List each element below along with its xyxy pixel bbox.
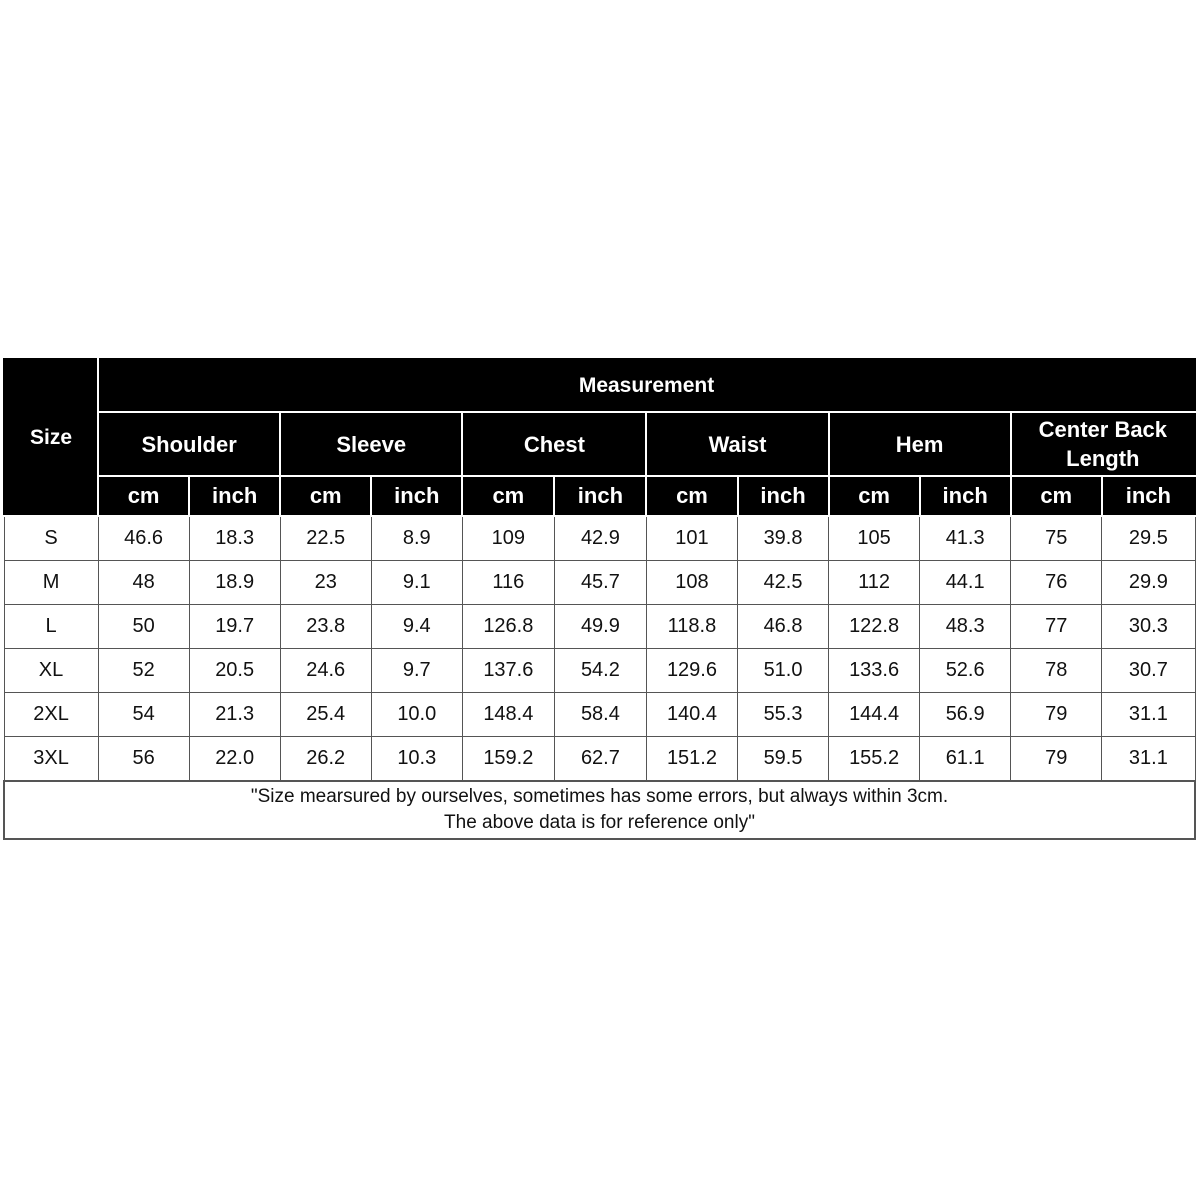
size-chart-table: [3, 358, 1196, 840]
unit-header-cm: cm: [280, 476, 371, 516]
value-cell: 9.7: [371, 649, 462, 693]
value-cell: 56.9: [920, 693, 1011, 737]
value-cell: 159.2: [462, 737, 554, 782]
value-cell: 18.9: [189, 561, 280, 605]
value-cell: 29.9: [1102, 561, 1195, 605]
category-header-center-back-line2: Length: [1066, 446, 1140, 471]
value-cell: 76: [1011, 561, 1102, 605]
value-cell: 39.8: [738, 516, 829, 561]
value-cell: 105: [829, 516, 920, 561]
value-cell: 52.6: [920, 649, 1011, 693]
value-cell: 19.7: [189, 605, 280, 649]
value-cell: 54: [98, 693, 189, 737]
value-cell: 48: [98, 561, 189, 605]
value-cell: 46.8: [738, 605, 829, 649]
value-cell: 25.4: [280, 693, 371, 737]
unit-header-cm: cm: [829, 476, 920, 516]
value-cell: 109: [462, 516, 554, 561]
value-cell: 151.2: [646, 737, 737, 782]
table-row: [4, 561, 1195, 605]
footnote-line2: The above data is for reference only": [444, 812, 755, 833]
size-cell: S: [4, 516, 98, 561]
value-cell: 129.6: [646, 649, 737, 693]
value-cell: 18.3: [189, 516, 280, 561]
footnote: [4, 781, 1195, 839]
value-cell: 101: [646, 516, 737, 561]
value-cell: 20.5: [189, 649, 280, 693]
value-cell: 49.9: [554, 605, 646, 649]
value-cell: 23: [280, 561, 371, 605]
size-cell: XL: [4, 649, 98, 693]
table-row: [4, 649, 1195, 693]
value-cell: 62.7: [554, 737, 646, 782]
value-cell: 29.5: [1102, 516, 1195, 561]
value-cell: 30.7: [1102, 649, 1195, 693]
table-row: [4, 516, 1195, 561]
value-cell: 10.0: [371, 693, 462, 737]
unit-header-cm: cm: [1011, 476, 1102, 516]
value-cell: 79: [1011, 693, 1102, 737]
value-cell: 126.8: [462, 605, 554, 649]
value-cell: 55.3: [738, 693, 829, 737]
unit-header-cm: cm: [462, 476, 554, 516]
category-header-waist: Waist: [646, 412, 828, 476]
value-cell: 122.8: [829, 605, 920, 649]
value-cell: 108: [646, 561, 737, 605]
value-cell: 144.4: [829, 693, 920, 737]
value-cell: 42.9: [554, 516, 646, 561]
size-cell: 3XL: [4, 737, 98, 782]
category-header-chest: Chest: [462, 412, 646, 476]
value-cell: 41.3: [920, 516, 1011, 561]
size-cell: L: [4, 605, 98, 649]
value-cell: 48.3: [920, 605, 1011, 649]
measurement-header: Measurement: [98, 359, 1195, 412]
value-cell: 31.1: [1102, 693, 1195, 737]
unit-header-inch: inch: [1102, 476, 1195, 516]
value-cell: 61.1: [920, 737, 1011, 782]
footnote-line1: "Size mearsured by ourselves, sometimes has some errors, but always within 3cm.: [250, 786, 949, 807]
value-cell: 137.6: [462, 649, 554, 693]
value-cell: 8.9: [371, 516, 462, 561]
unit-header-cm: cm: [98, 476, 189, 516]
value-cell: 42.5: [738, 561, 829, 605]
category-header-sleeve: Sleeve: [280, 412, 462, 476]
category-header-center-back-line1: Center Back: [1038, 417, 1168, 442]
value-cell: 31.1: [1102, 737, 1195, 782]
unit-header-inch: inch: [189, 476, 280, 516]
value-cell: 77: [1011, 605, 1102, 649]
table-row: [4, 605, 1195, 649]
unit-header-inch: inch: [920, 476, 1011, 516]
table-row: [4, 737, 1195, 782]
size-header: Size: [4, 359, 98, 516]
value-cell: 51.0: [738, 649, 829, 693]
category-header-hem: Hem: [829, 412, 1011, 476]
value-cell: 116: [462, 561, 554, 605]
value-cell: 30.3: [1102, 605, 1195, 649]
value-cell: 22.5: [280, 516, 371, 561]
value-cell: 75: [1011, 516, 1102, 561]
value-cell: 54.2: [554, 649, 646, 693]
value-cell: 9.4: [371, 605, 462, 649]
value-cell: 79: [1011, 737, 1102, 782]
value-cell: 21.3: [189, 693, 280, 737]
value-cell: 140.4: [646, 693, 737, 737]
value-cell: 50: [98, 605, 189, 649]
value-cell: 24.6: [280, 649, 371, 693]
value-cell: 148.4: [462, 693, 554, 737]
value-cell: 118.8: [646, 605, 737, 649]
value-cell: 45.7: [554, 561, 646, 605]
unit-header-inch: inch: [738, 476, 829, 516]
value-cell: 78: [1011, 649, 1102, 693]
category-header-center-back-length: [1011, 412, 1195, 476]
note-row: [4, 781, 1195, 839]
value-cell: 44.1: [920, 561, 1011, 605]
value-cell: 58.4: [554, 693, 646, 737]
value-cell: 112: [829, 561, 920, 605]
value-cell: 10.3: [371, 737, 462, 782]
value-cell: 155.2: [829, 737, 920, 782]
size-cell: 2XL: [4, 693, 98, 737]
value-cell: 52: [98, 649, 189, 693]
value-cell: 22.0: [189, 737, 280, 782]
unit-header-inch: inch: [554, 476, 646, 516]
value-cell: 46.6: [98, 516, 189, 561]
table-row: [4, 693, 1195, 737]
value-cell: 23.8: [280, 605, 371, 649]
value-cell: 56: [98, 737, 189, 782]
value-cell: 9.1: [371, 561, 462, 605]
value-cell: 26.2: [280, 737, 371, 782]
unit-header-cm: cm: [646, 476, 737, 516]
value-cell: 133.6: [829, 649, 920, 693]
unit-header-inch: inch: [371, 476, 462, 516]
size-cell: M: [4, 561, 98, 605]
category-header-shoulder: Shoulder: [98, 412, 280, 476]
value-cell: 59.5: [738, 737, 829, 782]
